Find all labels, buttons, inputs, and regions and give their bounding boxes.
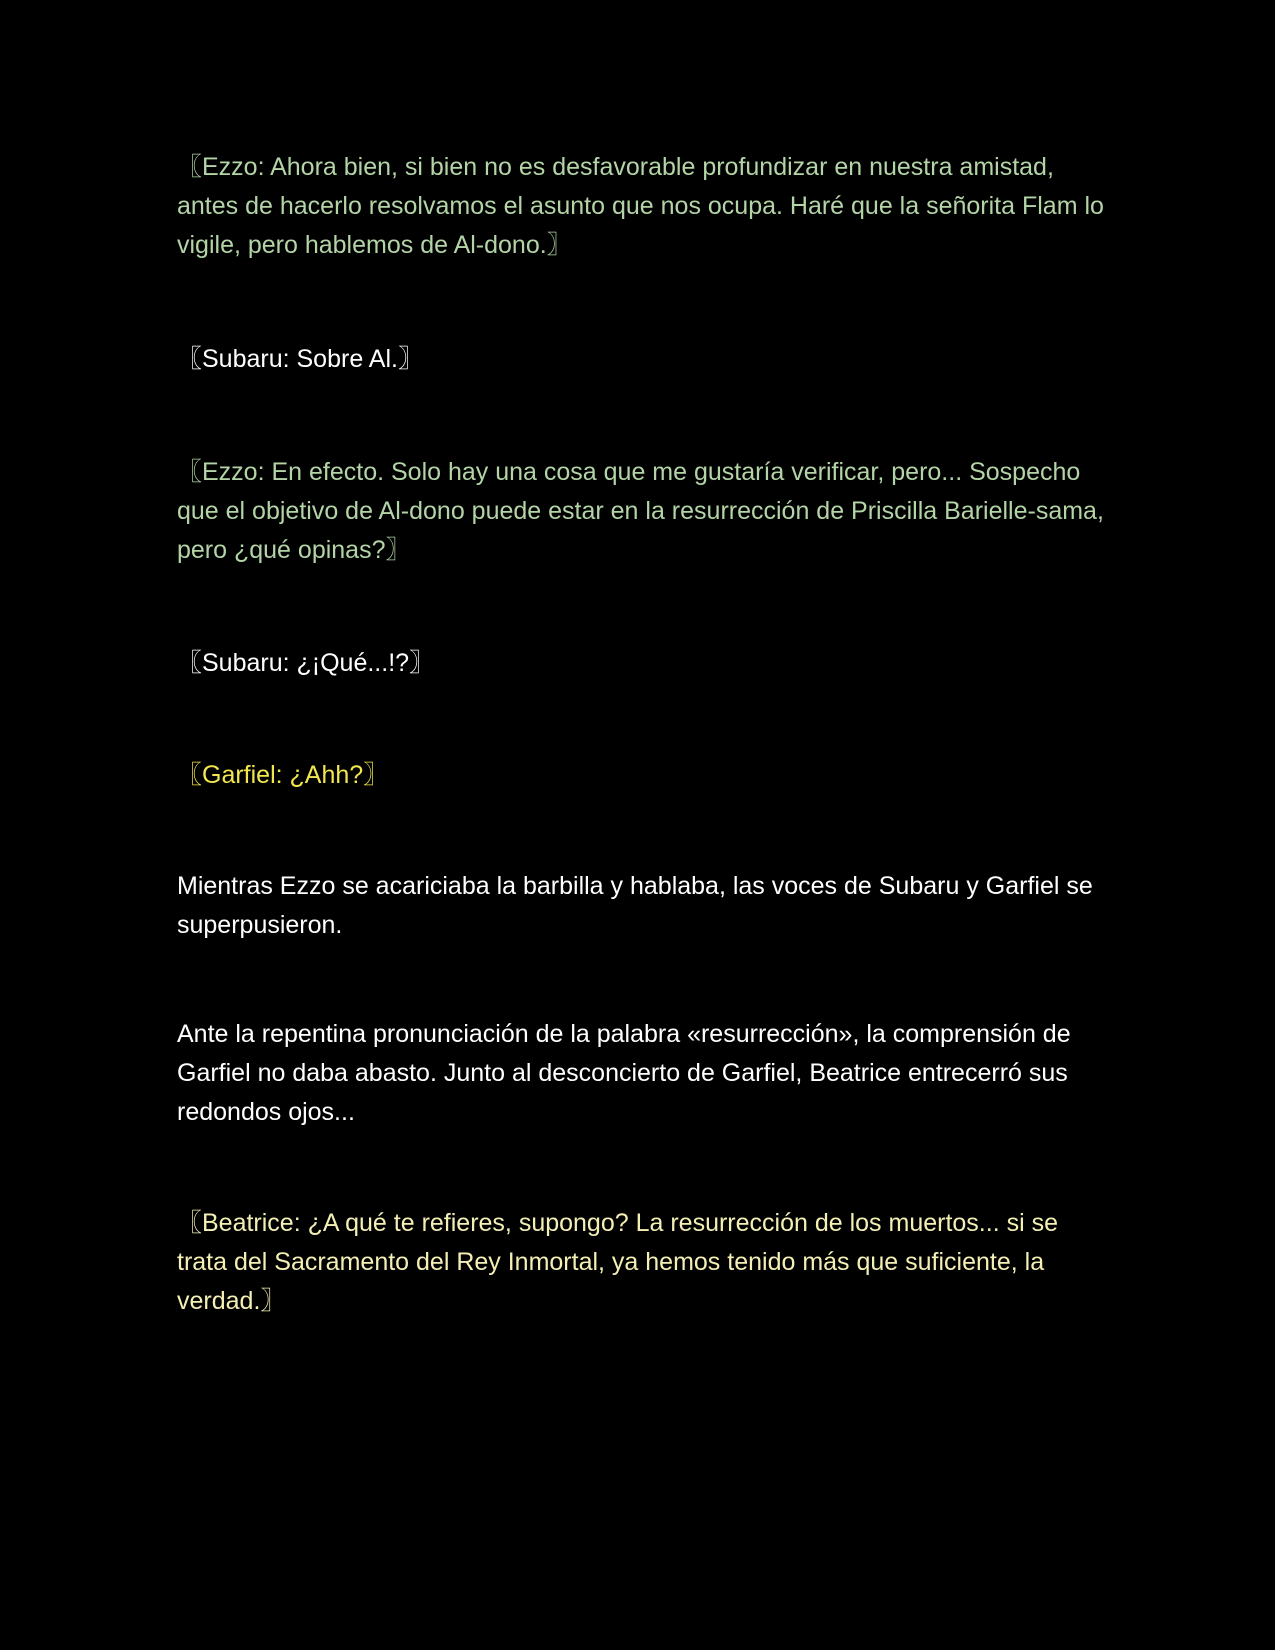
dialogue-ezzo-2: 〖Ezzo: En efecto. Solo hay una cosa que me gustaría verificar, pero... Sospecho que el objetivo de Al-dono puede estar en la resurrección de Priscilla Barielle-sama, pero ¿qué opinas?〗 (177, 458, 1104, 564)
dialogue-beatrice-1: 〖Beatrice: ¿A qué te refieres, supongo? La resurrección de los muertos... si se trata del Sacramento del Rey Inmortal, ya hemos tenido más que suficiente, la verdad.〗 (177, 1209, 1058, 1315)
dialogue-subaru-2: 〖Subaru: ¿¡Qué...!?〗 (177, 649, 435, 677)
dialogue-garfiel-1: 〖Garfiel: ¿Ahh?〗 (177, 761, 389, 789)
narration-2: Ante la repentina pronunciación de la palabra «resurrección», la comprensión de Garfiel no daba abasto. Junto al desconcierto de Garfiel, Beatrice entrecerró sus redondos ojos... (177, 1020, 1071, 1126)
narration-1: Mientras Ezzo se acariciaba la barbilla y hablaba, las voces de Subaru y Garfiel se superpusieron. (177, 872, 1093, 939)
dialogue-ezzo-1: 〖Ezzo: Ahora bien, si bien no es desfavorable profundizar en nuestra amistad, antes de hacerlo resolvamos el asunto que nos ocupa. Haré que la señorita Flam lo vigile, pero hablemos de Al-dono.〗 (177, 153, 1104, 259)
dialogue-subaru-1: 〖Subaru: Sobre Al.〗 (177, 345, 423, 373)
